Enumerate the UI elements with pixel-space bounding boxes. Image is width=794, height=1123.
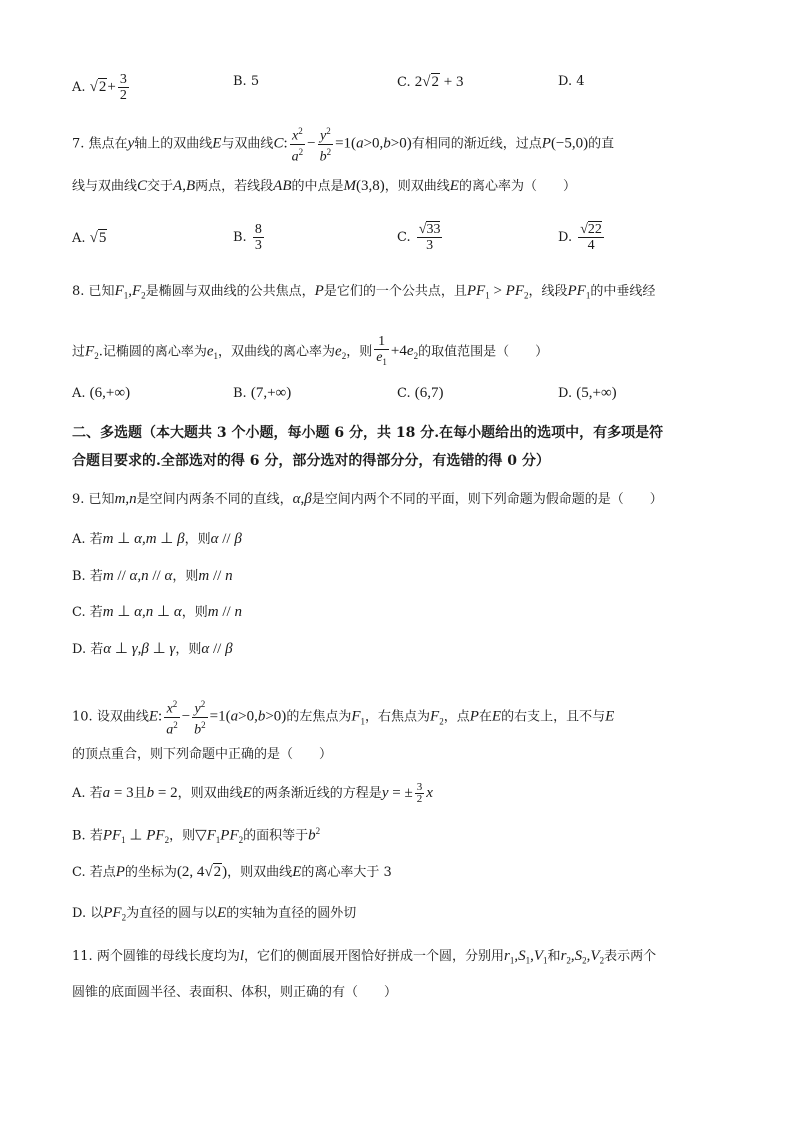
- q10-option-c[interactable]: C. 若点P的坐标为(2, 4√2)，则双曲线E的离心率大于 3: [72, 864, 392, 880]
- q11-stem-line1: 11. 两个圆锥的母线长度均为l，它们的侧面展开图恰好拼成一个圆，分别用$r_1,S_1,V_1$和$r_2,S_2,V_2$表示两个: [72, 948, 657, 966]
- section-2-heading-line2: 合题目要求的.全部选对的得 6 分，部分选对的得部分分，有选错的得 0 分）: [72, 453, 550, 469]
- q8-option-c[interactable]: C. (6,7): [397, 385, 444, 401]
- q11-stem-line2: 圆锥的底面圆半径、表面积、体积，则正确的有（ ）: [72, 985, 398, 1000]
- q7-stem-line1: 7. 焦点在y轴上的双曲线E与双曲线C: $\frac{x^2}{a^2}$ − $\frac{y^2}{b^2}$ =1(a>0,b>0)有相同的渐近线，过点P(−5,0)的直: [72, 126, 615, 165]
- q6-option-d[interactable]: D. 4: [558, 74, 585, 89]
- q9-option-c[interactable]: C. 若m ⊥ α,n ⊥ α，则m // n: [72, 604, 242, 620]
- q8-option-b[interactable]: B. (7,+∞): [233, 385, 292, 401]
- q8-option-a[interactable]: A. (6,+∞): [72, 385, 131, 401]
- q10-stem-line1: 10. 设双曲线E: $\frac{x^2}{a^2}$ − $\frac{y^2}{b^2}$ =1(a>0,b>0)的左焦点为$F_1$，右焦点为$F_2$，点P在E的右支上，且不与E: [72, 699, 615, 738]
- q9-option-b[interactable]: B. 若m // α,n // α，则m // n: [72, 568, 233, 584]
- q9-option-d[interactable]: D. 若α ⊥ γ,β ⊥ γ，则α // β: [72, 641, 233, 657]
- q8-stem-line2: 过$F_2$.记椭圆的离心率为$e_1$，双曲线的离心率为$e_2$，则 $\frac{1}{e_1}$ $+4e_2$的取值范围是（ ）: [72, 334, 549, 367]
- q7-stem-line2: 线与双曲线C交于A,B两点，若线段AB的中点是M(3,8)，则双曲线E的离心率为（ ）: [72, 178, 576, 194]
- q10-option-b[interactable]: B. 若$PF_1$ ⊥ $PF_2$，则$▽F_1PF_2$的面积等于$b^2$: [72, 826, 321, 845]
- q8-stem-line1: 8. 已知$F_1,F_2$是椭圆与双曲线的公共焦点，P是它们的一个公共点，且$PF_1 > PF_2$，线段$PF_1$的中垂线经: [72, 283, 656, 301]
- q7-option-d[interactable]: D. $\frac{√22}{4}$: [558, 222, 602, 253]
- q10-option-d[interactable]: D. 以$PF_2$为直径的圆与以E的实轴为直径的圆外切: [72, 905, 357, 923]
- q7-option-c[interactable]: C. $\frac{√33}{3}$: [397, 222, 441, 253]
- section-2-heading-line1: 二、多选题（本大题共 3 个小题，每小题 6 分，共 18 分.在每小题给出的选项中，有多项是符: [72, 425, 664, 441]
- q6-option-a[interactable]: A. √2+ $\frac{3}{2}$: [72, 72, 127, 103]
- q6-option-b[interactable]: B. 5: [233, 74, 260, 89]
- q9-stem: 9. 已知m,n是空间内两条不同的直线，α,β是空间内两个不同的平面，则下列命题为假命题的是（ ）: [72, 491, 663, 507]
- q9-option-a[interactable]: A. 若m ⊥ α,m ⊥ β，则α // β: [72, 531, 242, 547]
- q10-stem-line2: 的顶点重合，则下列命题中正确的是（ ）: [72, 747, 333, 762]
- q6-option-c[interactable]: C. 2√2 + 3: [397, 74, 464, 90]
- q7-option-a[interactable]: A. √5: [72, 230, 107, 246]
- q8-option-d[interactable]: D. (5,+∞): [558, 385, 617, 401]
- q10-option-a[interactable]: A. 若a = 3且b = 2，则双曲线E的两条渐近线的方程是y = ± $\frac{3}{2}$ x: [72, 781, 433, 805]
- q7-option-b[interactable]: B. $\frac{8}{3}$: [233, 222, 262, 253]
